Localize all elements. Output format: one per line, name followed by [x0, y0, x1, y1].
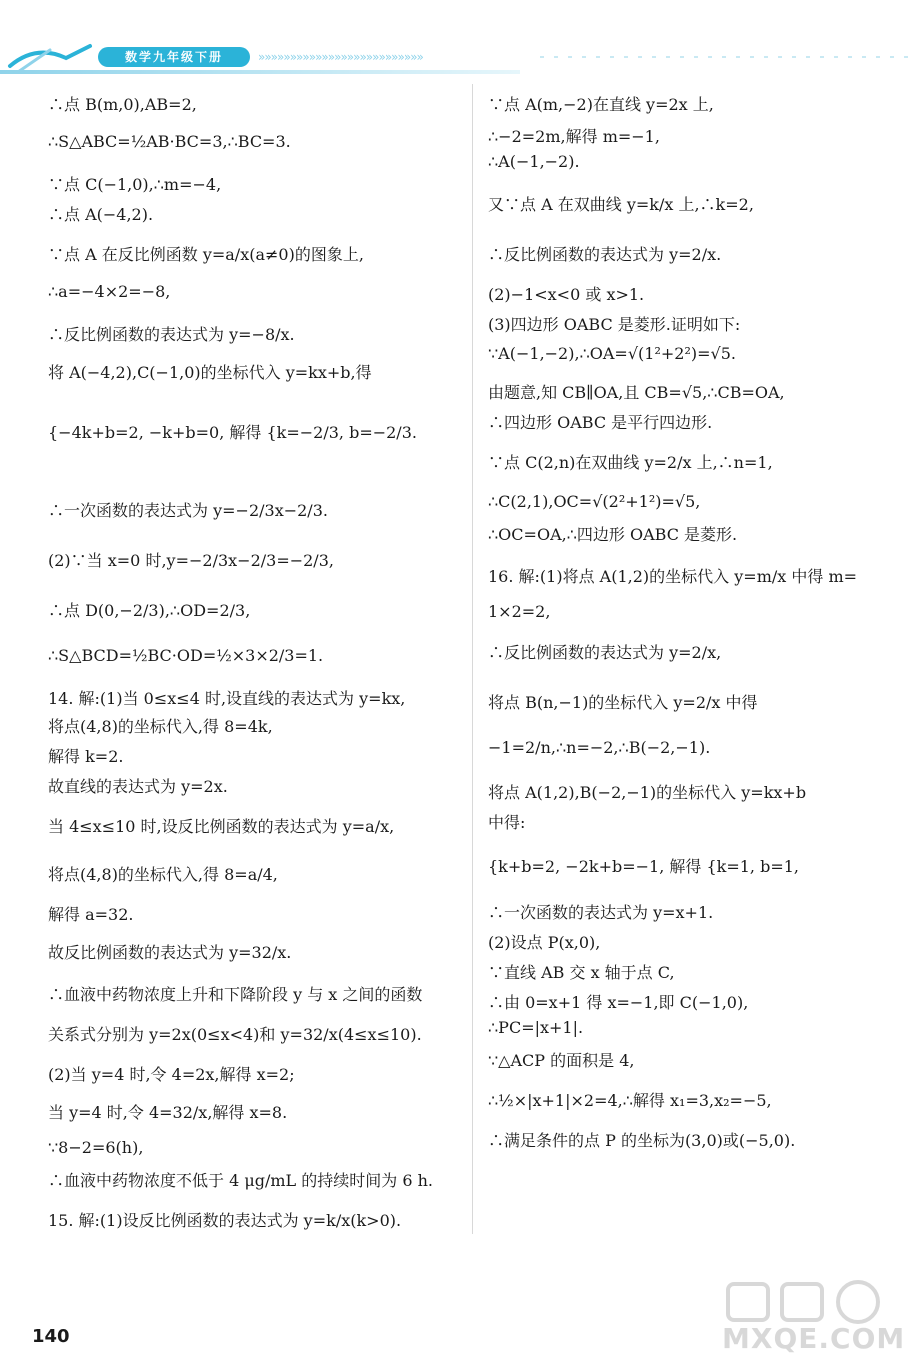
text-line: 由题意,知 CB∥OA,且 CB=√5,∴CB=OA, [488, 383, 785, 402]
text-line: ∴点 A(−4,2). [48, 205, 154, 224]
text-line: 将点 A(1,2),B(−2,−1)的坐标代入 y=kx+b [488, 783, 807, 802]
text-line: 中得: [488, 813, 526, 832]
text-line: 又∵点 A 在双曲线 y=k/x 上,∴k=2, [488, 195, 754, 214]
text-line: (2)∵当 x=0 时,y=−2/3x−2/3=−2/3, [48, 551, 334, 570]
column-divider [472, 84, 473, 1234]
text-line: ∴A(−1,−2). [488, 152, 580, 171]
header-arrows: »»»»»»»»»»»»»»»»»»»»»»»»»» [258, 50, 423, 64]
watermark-url: MXQE.COM [722, 1322, 906, 1355]
text-line: ∴−2=2m,解得 m=−1, [488, 127, 660, 146]
text-line: 故反比例函数的表达式为 y=32/x. [48, 943, 292, 962]
text-line: 16. 解:(1)将点 A(1,2)的坐标代入 y=m/x 中得 m= [488, 567, 858, 586]
header-rule [0, 70, 520, 74]
text-line: ∴点 D(0,−2/3),∴OD=2/3, [48, 601, 251, 620]
text-line: ∴反比例函数的表达式为 y=2/x, [488, 643, 722, 662]
text-line: ∴点 B(m,0),AB=2, [48, 95, 197, 114]
text-line: 将 A(−4,2),C(−1,0)的坐标代入 y=kx+b,得 [48, 363, 372, 382]
text-line: ∴½×|x+1|×2=4,∴解得 x₁=3,x₂=−5, [488, 1091, 772, 1110]
text-line: 关系式分别为 y=2x(0≤x<4)和 y=32/x(4≤x≤10). [48, 1025, 422, 1044]
page-number: 140 [32, 1326, 70, 1347]
text-line: 解得 k=2. [48, 747, 124, 766]
text-line: ∴由 0=x+1 得 x=−1,即 C(−1,0), [488, 993, 749, 1012]
text-line: ∴血液中药物浓度上升和下降阶段 y 与 x 之间的函数 [48, 985, 423, 1004]
header-dots [540, 56, 910, 58]
text-line: 将点(4,8)的坐标代入,得 8=a/4, [48, 865, 278, 884]
text-line: (2)设点 P(x,0), [488, 933, 601, 952]
text-line: ∵点 A(m,−2)在直线 y=2x 上, [488, 95, 714, 114]
text-line: ∴反比例函数的表达式为 y=2/x. [488, 245, 722, 264]
text-line: −1=2/n,∴n=−2,∴B(−2,−1). [488, 738, 711, 757]
text-line: (3)四边形 OABC 是菱形.证明如下: [488, 315, 741, 334]
text-line: ∴一次函数的表达式为 y=x+1. [488, 903, 714, 922]
text-line: ∴a=−4×2=−8, [48, 282, 171, 301]
text-line: ∴OC=OA,∴四边形 OABC 是菱形. [488, 525, 738, 544]
text-line: ∵A(−1,−2),∴OA=√(1²+2²)=√5. [488, 344, 736, 363]
text-line: 14. 解:(1)当 0≤x≤4 时,设直线的表达式为 y=kx, [48, 689, 406, 708]
text-line: (2)−1<x<0 或 x>1. [488, 285, 645, 304]
watermark-logo-icon [722, 1278, 912, 1324]
text-line: 将点(4,8)的坐标代入,得 8=4k, [48, 717, 273, 736]
text-line: 解得 a=32. [48, 905, 134, 924]
text-line: ∵点 C(2,n)在双曲线 y=2/x 上,∴n=1, [488, 453, 773, 472]
text-line: ∴S△BCD=½BC·OD=½×3×2/3=1. [48, 646, 324, 665]
text-line: ∵点 A 在反比例函数 y=a/x(a≠0)的图象上, [48, 245, 364, 264]
page-header [0, 0, 916, 80]
text-line: (2)当 y=4 时,令 4=2x,解得 x=2; [48, 1065, 295, 1084]
text-line: 故直线的表达式为 y=2x. [48, 777, 228, 796]
text-line: ∴反比例函数的表达式为 y=−8/x. [48, 325, 295, 344]
text-line: ∵△ACP 的面积是 4, [488, 1051, 635, 1070]
text-line: ∵8−2=6(h), [48, 1138, 144, 1157]
text-line: ∴一次函数的表达式为 y=−2/3x−2/3. [48, 501, 328, 520]
text-line: ∴PC=|x+1|. [488, 1018, 584, 1037]
text-line: ∵点 C(−1,0),∴m=−4, [48, 175, 222, 194]
equation-system: {k+b=2, −2k+b=−1, 解得 {k=1, b=1, [488, 857, 800, 876]
text-line: ∴四边形 OABC 是平行四边形. [488, 413, 713, 432]
text-line: 将点 B(n,−1)的坐标代入 y=2/x 中得 [488, 693, 758, 712]
text-line: 1×2=2, [488, 602, 551, 621]
text-line: ∴满足条件的点 P 的坐标为(3,0)或(−5,0). [488, 1131, 796, 1150]
equation-system: {−4k+b=2, −k+b=0, 解得 {k=−2/3, b=−2/3. [48, 423, 417, 442]
text-line: ∴血液中药物浓度不低于 4 μg/mL 的持续时间为 6 h. [48, 1171, 434, 1190]
text-line: ∵直线 AB 交 x 轴于点 C, [488, 963, 675, 982]
text-line: 15. 解:(1)设反比例函数的表达式为 y=k/x(k>0). [48, 1211, 402, 1230]
watermark [722, 1278, 912, 1364]
text-line: ∴S△ABC=½AB·BC=3,∴BC=3. [48, 132, 291, 151]
text-line: ∴C(2,1),OC=√(2²+1²)=√5, [488, 492, 701, 511]
text-line: 当 4≤x≤10 时,设反比例函数的表达式为 y=a/x, [48, 817, 395, 836]
text-line: 当 y=4 时,令 4=32/x,解得 x=8. [48, 1103, 288, 1122]
header-title: 数学九年级下册 [98, 47, 250, 67]
